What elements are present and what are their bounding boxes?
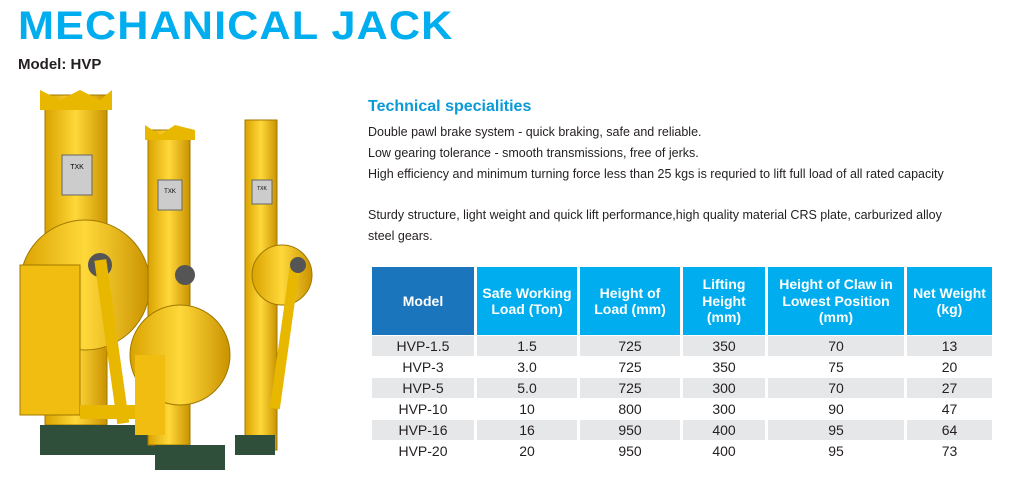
svg-text:TXK: TXK (164, 189, 176, 195)
table-cell: 725 (580, 378, 680, 398)
model-label: Model: HVP (18, 56, 102, 73)
table-row (372, 336, 992, 356)
table-cell: 950 (580, 420, 680, 440)
table-row (372, 399, 992, 419)
table-cell: 5.0 (477, 378, 577, 398)
table-row (372, 357, 992, 377)
table-cell: 70 (768, 378, 904, 398)
table-cell: 64 (907, 420, 992, 440)
svg-text:TXK: TXK (257, 186, 267, 192)
header-height: Height of Load (mm) (580, 267, 680, 335)
header-claw: Height of Claw in Lowest Position (mm) (768, 267, 904, 335)
header-lifting: Lifting Height (mm) (683, 267, 765, 335)
table-cell: 1.5 (477, 336, 577, 356)
table-cell: 10 (519, 401, 535, 417)
spec-line: steel gears. (368, 229, 433, 243)
table-cell: HVP-1.5 (372, 336, 474, 356)
table-cell: 73 (941, 443, 958, 459)
spec-table (369, 266, 995, 462)
table-cell: 350 (712, 359, 736, 375)
spec-line: Sturdy structure, light weight and quick lift performance,high quality material CRS plate, carburized alloy (368, 208, 942, 222)
table-cell: 300 (683, 378, 765, 398)
table-cell: 800 (618, 401, 642, 417)
table-cell: 300 (712, 401, 736, 417)
table-cell: HVP-10 (398, 401, 448, 417)
table-cell: 95 (828, 443, 844, 459)
table-cell: 27 (907, 378, 992, 398)
svg-text:TXK: TXK (70, 164, 84, 171)
header-model: Model (372, 267, 474, 335)
table-row (372, 441, 992, 461)
table-cell: 95 (768, 420, 904, 440)
table-row (372, 378, 992, 398)
table-row (372, 420, 992, 440)
table-cell: HVP-3 (402, 359, 444, 375)
table-cell: HVP-20 (398, 443, 448, 459)
spec-line: Double pawl brake system - quick braking, safe and reliable. (368, 125, 702, 139)
header-load: Safe Working Load (Ton) (477, 267, 577, 335)
table-cell: 400 (683, 420, 765, 440)
header-weight: Net Weight (kg) (907, 267, 992, 335)
table-cell: 3.0 (517, 359, 537, 375)
table-cell: 350 (683, 336, 765, 356)
table-cell: HVP-16 (372, 420, 474, 440)
table-cell: 90 (828, 401, 844, 417)
table-cell: 725 (580, 336, 680, 356)
jack-product-image (0, 85, 350, 485)
table-cell: 950 (618, 443, 642, 459)
table-cell: 20 (941, 359, 958, 375)
table-cell: 725 (618, 359, 642, 375)
table-cell: HVP-5 (372, 378, 474, 398)
spec-line: Low gearing tolerance - smooth transmissions, free of jerks. (368, 146, 699, 160)
table-cell: 20 (519, 443, 535, 459)
table-cell: 13 (907, 336, 992, 356)
table-header-row (372, 267, 992, 335)
table-cell: 75 (828, 359, 844, 375)
spec-line: High efficiency and minimum turning force less than 25 kgs is requried to lift full load of all rated capacity (368, 167, 944, 181)
table-cell: 400 (712, 443, 736, 459)
table-cell: 16 (477, 420, 577, 440)
specs-heading: Technical specialities (368, 98, 532, 115)
page-title: MECHANICAL JACK (18, 4, 454, 48)
table-cell: 47 (941, 401, 958, 417)
table-cell: 70 (768, 336, 904, 356)
jack-small (235, 120, 312, 455)
